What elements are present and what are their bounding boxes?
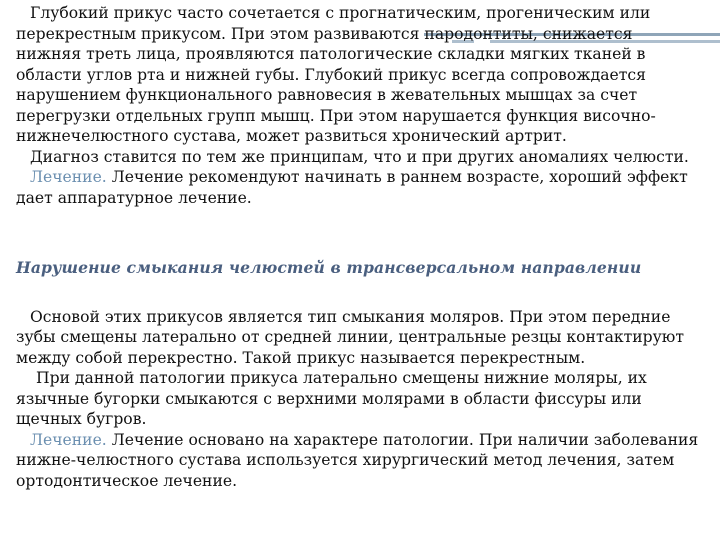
treatment-label: Лечение. — [30, 168, 107, 186]
treatment-label: Лечение. — [30, 430, 107, 449]
paragraph-treatment-1 — [16, 167, 700, 208]
paragraph-deep-bite: Глубокий прикус часто сочетается с прогнатическим, прогеническим или перекрестным прикусом. При этом развиваются пародонтиты, снижается нижняя треть лица, проявляются патологические складки мягких тканей в области углов рта и нижней губы. Глубокий прикус всегда сопровождается нарушением функционального равновесия в жевательных мышцах за счет перегрузки отдельных групп мышц. При этом нарушается функция височно-нижнечелюстного сустава, может развиться хронический артрит. — [16, 4, 656, 145]
section-heading: Нарушение смыкания челюстей в трансверсальном направлении — [16, 258, 642, 277]
paragraph-molars: Основой этих прикусов является тип смыкания моляров. При этом передние зубы смещены латерально от средней линии, центральные резцы контактируют между собой перекрестно. Такой прикус называется перекрестным. — [16, 307, 684, 367]
treatment-text: Лечение рекомендуют начинать в раннем возрасте, хороший эффект дает аппаратурное лечение. — [16, 168, 688, 207]
treatment-text: Лечение основано на характере патологии. При наличии заболевания нижне-челюстного сустава используется хирургический метод лечения, затем ортодонтическое лечение. — [16, 430, 699, 490]
paragraph-diagnosis: Диагноз ставится по тем же принципам, что и при других аномалиях челюсти. — [30, 147, 689, 166]
paragraph-pathology: При данной патологии прикуса латерально смещены нижние моляры, их язычные бугорки смыкаются с верхними молярами в области фиссуры или щечных бугров. — [16, 369, 647, 428]
slide-body — [16, 3, 700, 491]
paragraph-treatment-2 — [16, 430, 700, 492]
